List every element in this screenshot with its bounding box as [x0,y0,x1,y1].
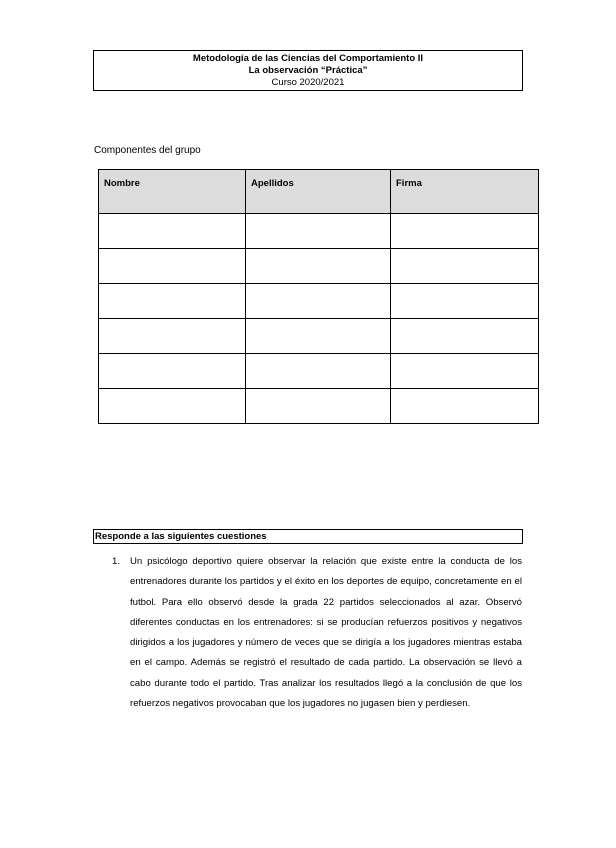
table-row [99,214,539,249]
nombre-cell[interactable] [99,319,246,354]
nombre-cell[interactable] [99,284,246,319]
firma-cell[interactable] [391,249,539,284]
table-row [99,284,539,319]
apellidos-cell[interactable] [246,249,391,284]
question-number: 1. [112,556,121,567]
nombre-cell[interactable] [99,214,246,249]
table-row [99,319,539,354]
table-row [99,249,539,284]
firma-cell[interactable] [391,319,539,354]
group-members-table [98,169,539,424]
nombre-cell[interactable] [99,389,246,424]
apellidos-cell[interactable] [246,319,391,354]
apellidos-cell[interactable] [246,214,391,249]
firma-cell[interactable] [391,354,539,389]
apellidos-cell[interactable] [246,389,391,424]
document-subtitle: La observación “Práctica” [248,65,368,76]
column-header-firma: Firma [391,170,539,214]
document-header [93,50,523,91]
nombre-cell[interactable] [99,354,246,389]
question-item [112,552,522,714]
firma-cell[interactable] [391,214,539,249]
firma-cell[interactable] [391,389,539,424]
questions-heading: Responde a las siguientes cuestiones [93,529,523,544]
document-title: Metodología de las Ciencias del Comportamiento II [192,53,424,64]
firma-cell[interactable] [391,284,539,319]
apellidos-cell[interactable] [246,354,391,389]
table-header-row [99,170,539,214]
column-header-nombre: Nombre [99,170,246,214]
column-header-apellidos: Apellidos [246,170,391,214]
question-text: Un psicólogo deportivo quiere observar la relación que existe entre la conducta de los entrenadores durante los partidos y el éxito en los deportes de equipo, concretamente en el futbol. Para ello observó desde la grada 22 partidos seleccionados al azar. Observó diferentes conductas en los entrenadores: si se producían refuerzos positivos y negativos dirigidos a los jugadores y número de veces que se dirigía a los jugadores mientras estaba en el campo. Además se registró el resultado de cada partido. La observación se llevó a cabo durante todo el partido. Tras analizar los resultados llegó a la conclusión de que los refuerzos negativos provocaban que los jugadores no jugasen bien y perdiesen. [130,556,522,710]
table-row [99,389,539,424]
course-year: Curso 2020/2021 [271,77,345,88]
apellidos-cell[interactable] [246,284,391,319]
group-label: Componentes del grupo [94,145,201,156]
table-row [99,354,539,389]
nombre-cell[interactable] [99,249,246,284]
